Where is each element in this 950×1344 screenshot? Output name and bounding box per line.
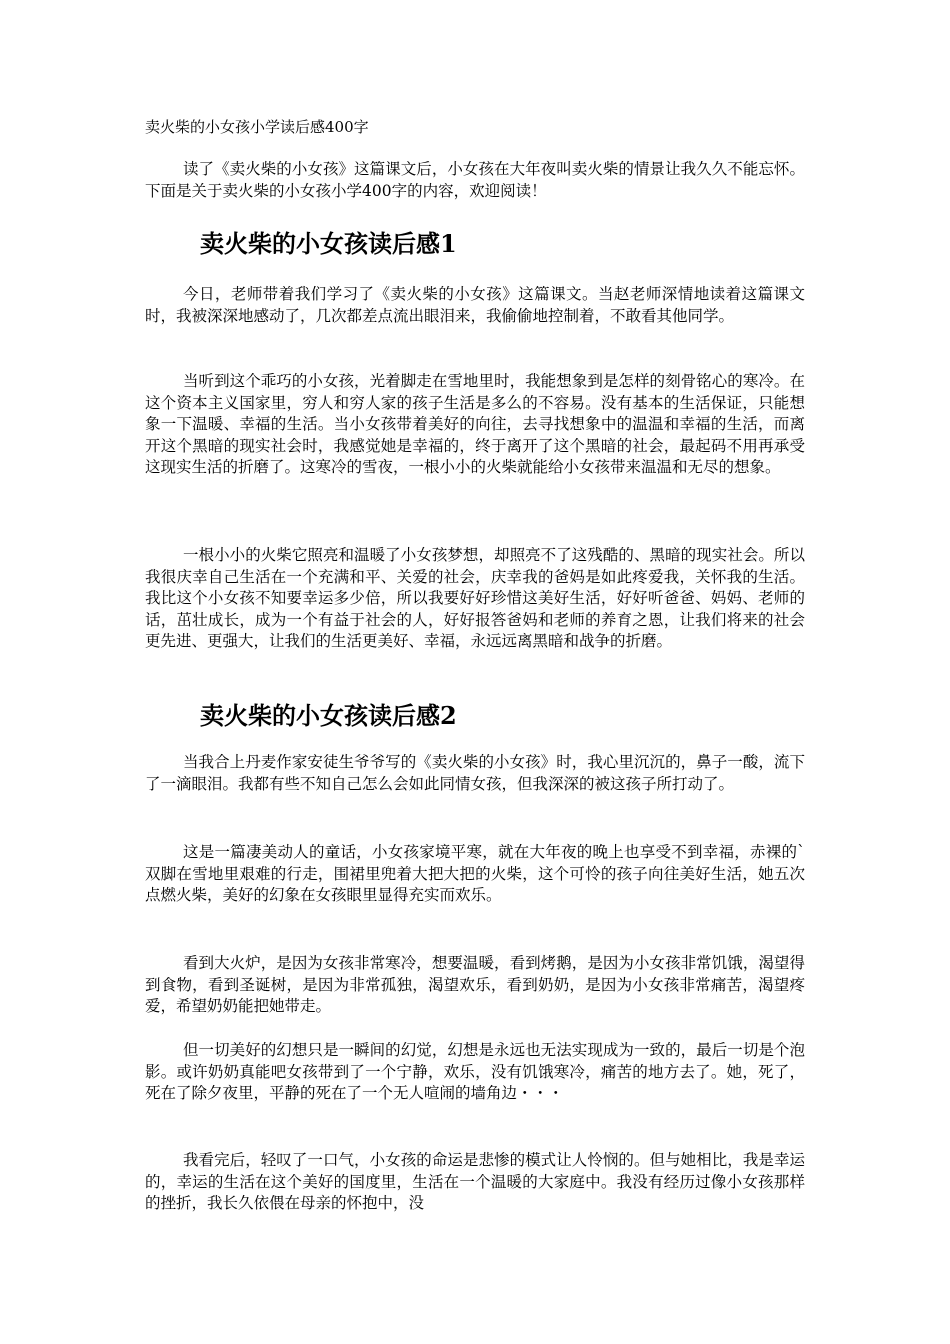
section-2-paragraph-4: 但一切美好的幻想只是一瞬间的幻觉，幻想是永远也无法实现成为一致的，最后一切是个泡影。或许奶奶真能吧女孩带到了一个宁静，欢乐，没有饥饿寒冷，痛苦的地方去了。她，死了，死在了除夕夜里，平静的死在了一个无人喧闹的墙角边・・・ xyxy=(145,1041,805,1102)
section-2-paragraph-5: 我看完后，轻叹了一口气，小女孩的命运是悲惨的模式让人怜悯的。但与她相比，我是幸运的，幸运的生活在这个美好的国度里，生活在一个温暖的大家庭中。我没有经历过像小女孩那样的挫折，我长久依偎在母亲的怀抱中，没 xyxy=(145,1151,805,1212)
section-2-paragraph-2: 这是一篇凄美动人的童话，小女孩家境平寒，就在大年夜的晚上也享受不到幸福，赤裸的`双脚在雪地里艰难的行走，围裙里兜着大把大把的火柴，这个可怜的孩子向往美好生活，她五次点燃火柴，美好的幻象在女孩眼里显得充实而欢乐。 xyxy=(145,843,805,904)
section-1-paragraph-1: 今日，老师带着我们学习了《卖火柴的小女孩》这篇课文。当赵老师深情地读着这篇课文时，我被深深地感动了，几次都差点流出眼泪来，我偷偷地控制着，不敢看其他同学。 xyxy=(145,285,805,325)
section-2-paragraph-1: 当我合上丹麦作家安徒生爷爷写的《卖火柴的小女孩》时，我心里沉沉的，鼻子一酸，流下了一滴眼泪。我都有些不知自己怎么会如此同情女孩，但我深深的被这孩子所打动了。 xyxy=(145,753,805,793)
intro-paragraph: 读了《卖火柴的小女孩》这篇课文后，小女孩在大年夜叫卖火柴的情景让我久久不能忘怀。下面是关于卖火柴的小女孩小学400字的内容，欢迎阅读！ xyxy=(145,160,805,200)
section-2-paragraph-3: 看到大火炉，是因为女孩非常寒冷，想要温暖，看到烤鹅，是因为小女孩非常饥饿，渴望得到食物，看到圣诞树，是因为非常孤独，渴望欢乐，看到奶奶，是因为小女孩非常痛苦，渴望疼爱，希望奶奶能把她带走。 xyxy=(145,954,805,1015)
document-title: 卖火柴的小女孩小学读后感400字 xyxy=(145,118,369,136)
section-1-heading: 卖火柴的小女孩读后感1 xyxy=(200,229,457,258)
section-1-paragraph-3: 一根小小的火柴它照亮和温暖了小女孩梦想，却照亮不了这残酷的、黑暗的现实社会。所以我很庆幸自己生活在一个充满和平、关爱的社会，庆幸我的爸妈是如此疼爱我，关怀我的生活。我比这个小女孩不知要幸运多少倍，所以我要好好珍惜这美好生活，好好听爸爸、妈妈、老师的话，茁壮成长，成为一个有益于社会的人，好好报答爸妈和老师的养育之恩，让我们将来的社会更先进、更强大，让我们的生活更美好、幸福，永远远离黑暗和战争的折磨。 xyxy=(145,546,805,650)
section-2-heading: 卖火柴的小女孩读后感2 xyxy=(200,701,457,730)
section-1-paragraph-2: 当听到这个乖巧的小女孩，光着脚走在雪地里时，我能想象到是怎样的刻骨铭心的寒冷。在这个资本主义国家里，穷人和穷人家的孩子生活是多么的不容易。没有基本的生活保证，只能想象一下温暖、幸福的生活。当小女孩带着美好的向往，去寻找想象中的温温和幸福的生活，而离开这个黑暗的现实社会时，我感觉她是幸福的，终于离开了这个黑暗的社会，最起码不用再承受这现实生活的折磨了。这寒冷的雪夜，一根小小的火柴就能给小女孩带来温温和无尽的想象。 xyxy=(145,372,805,476)
